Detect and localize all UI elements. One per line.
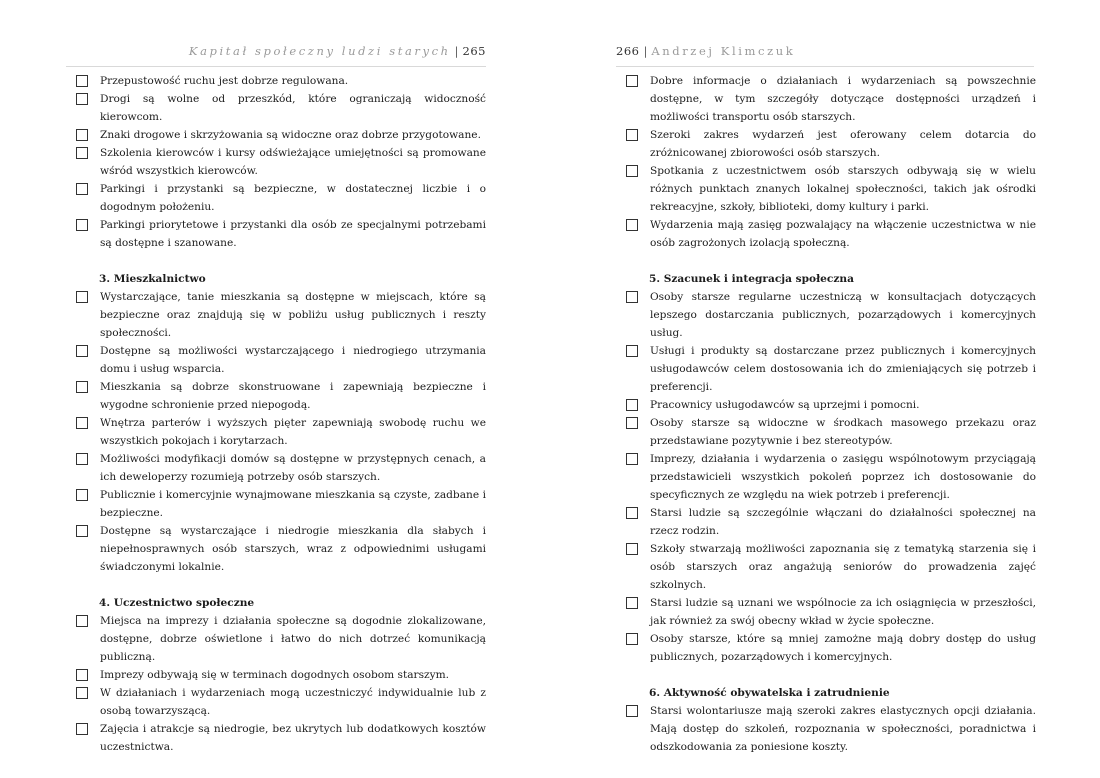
checklist-item-text: Usługi i produkty są dostarczane przez publicznych i komercyjnych usługodawców celem dostosowania ich do zmieniających się potrzeb i preferencji. — [650, 345, 1036, 393]
checklist-item-text: Imprezy, działania i wydarzenia o zasięgu wspólnotowym przyciągają przedstawicieli wszystkich pokoleń poprzez ich dostosowanie do specyficznych ze względu na wiek potrzeb i preferencji. — [650, 453, 1036, 501]
header-separator: | — [643, 44, 648, 58]
right-running-header — [616, 44, 1034, 67]
checklist-item — [626, 594, 1036, 630]
left-running-header — [66, 44, 486, 67]
checklist-item — [76, 342, 486, 378]
checklist-item-text: W działaniach i wydarzeniach mogą uczestniczyć indywidualnie lub z osobą towarzyszącą. — [100, 687, 486, 717]
author-name: Andrzej Klimczuk — [651, 44, 796, 58]
checklist-item-text: Możliwości modyfikacji domów są dostępne w przystępnych cenach, a ich deweloperzy rozumieją potrzeby osób starszych. — [100, 453, 486, 483]
checklist-item-text: Spotkania z uczestnictwem osób starszych odbywają się w wielu różnych punktach znanych lokalnej społeczności, takich jak ośrodki rekreacyjne, szkoły, biblioteki, domy kultury i parki. — [650, 165, 1036, 213]
checklist-item-text: Znaki drogowe i skrzyżowania są widoczne oraz dobrze przygotowane. — [100, 129, 481, 141]
checkbox[interactable] — [626, 453, 638, 465]
checkbox[interactable] — [76, 345, 88, 357]
checkbox[interactable] — [76, 93, 88, 105]
checkbox[interactable] — [626, 291, 638, 303]
checkbox[interactable] — [76, 525, 88, 537]
checkbox[interactable] — [76, 669, 88, 681]
checkbox[interactable] — [626, 543, 638, 555]
checklist-item — [76, 486, 486, 522]
checklist-item-text: Przepustowość ruchu jest dobrze regulowana. — [100, 75, 349, 87]
checklist-item-text: Osoby starsze są widoczne w środkach masowego przekazu oraz przedstawiane pozytywnie i bez stereotypów. — [650, 417, 1036, 447]
checklist-item — [626, 396, 1036, 414]
checklist-item-text: Wnętrza parterów i wyższych pięter zapewniają swobodę ruchu we wszystkich pokojach i korytarzach. — [100, 417, 486, 447]
checklist-item — [626, 72, 1036, 126]
checklist-item — [626, 504, 1036, 540]
checkbox[interactable] — [76, 291, 88, 303]
checkbox[interactable] — [626, 219, 638, 231]
checkbox[interactable] — [626, 345, 638, 357]
right-checklist — [626, 72, 1036, 756]
checklist-item-text: Szeroki zakres wydarzeń jest oferowany celem dotarcia do zróżnicowanej zbiorowości osób starszych. — [650, 129, 1036, 159]
checklist-item — [76, 72, 486, 90]
checklist-item — [76, 720, 486, 756]
checklist-item-text: Dostępne są wystarczające i niedrogie mieszkania dla słabych i niepełnosprawnych osób starszych, wraz z odpowiednimi usługami świadczonymi lokalnie. — [100, 525, 486, 573]
checklist-item-text: Miejsca na imprezy i działania społeczne są dogodnie zlokalizowane, dostępne, dobrze oświetlone i łatwo do nich dotrzeć komunikacją publiczną. — [100, 615, 486, 663]
checklist-item — [626, 630, 1036, 666]
checkbox[interactable] — [76, 417, 88, 429]
checklist-item-text: Dostępne są możliwości wystarczającego i niedrogiego utrzymania domu i usług wsparcia. — [100, 345, 486, 375]
checkbox[interactable] — [626, 507, 638, 519]
checklist-item-text: Mieszkania są dobrze skonstruowane i zapewniają bezpieczne i wygodne schronienie przed niepogodą. — [100, 381, 486, 411]
checklist-item-text: Parkingi priorytetowe i przystanki dla osób ze specjalnymi potrzebami są dostępne i szanowane. — [100, 219, 486, 249]
checklist-item — [626, 126, 1036, 162]
right-page — [550, 0, 1100, 778]
checklist-item-text: Imprezy odbywają się w terminach dogodnych osobom starszym. — [100, 669, 450, 681]
checklist-item — [626, 414, 1036, 450]
checklist-item-text: Starsi wolontariusze mają szeroki zakres elastycznych opcji działania. Mają dostęp do szkoleń, rozpoznania w społeczności, poradnictwa i odszkodowania za poniesione koszty. — [650, 705, 1036, 753]
right-page-number: 266 — [616, 44, 640, 58]
checklist-item — [626, 450, 1036, 504]
checkbox[interactable] — [76, 687, 88, 699]
checklist-item-text: Wydarzenia mają zasięg pozwalający na włączenie uczestnictwa w nie osób zagrożonych izolacją społeczną. — [650, 219, 1036, 249]
checkbox[interactable] — [76, 75, 88, 87]
checklist-item — [76, 666, 486, 684]
checklist-item — [76, 144, 486, 180]
book-title: Kapitał społeczny ludzi starych — [188, 44, 451, 58]
section-heading: 6. Aktywność obywatelska i zatrudnienie — [649, 687, 890, 699]
checklist-item — [76, 414, 486, 450]
left-checklist — [76, 72, 486, 756]
checklist-item — [76, 450, 486, 486]
checklist-item-text: Drogi są wolne od przeszkód, które ograniczają widoczność kierowcom. — [100, 93, 486, 123]
checkbox[interactable] — [76, 147, 88, 159]
checklist-item — [76, 684, 486, 720]
checklist-item-text: Starsi ludzie są szczególnie włączani do działalności społecznej na rzecz rodzin. — [650, 507, 1036, 537]
checklist-item — [626, 540, 1036, 594]
checklist-item-text: Parkingi i przystanki są bezpieczne, w dostatecznej liczbie i o dogodnym położeniu. — [100, 183, 486, 213]
checklist-item-text: Szkolenia kierowców i kursy odświeżające umiejętności są promowane wśród wszystkich kierowców. — [100, 147, 486, 177]
checklist-item — [76, 216, 486, 252]
section-heading: 3. Mieszkalnictwo — [99, 273, 206, 285]
checklist-item-text: Starsi ludzie są uznani we wspólnocie za ich osiągnięcia w przeszłości, jak również za swój obecny wkład w życie społeczne. — [650, 597, 1036, 627]
section-heading: 4. Uczestnictwo społeczne — [99, 597, 255, 609]
checklist-item-text: Wystarczające, tanie mieszkania są dostępne w miejscach, które są bezpieczne oraz znajdują się w pobliżu usług publicznych i reszty społeczności. — [100, 291, 486, 339]
checklist-item — [76, 288, 486, 342]
checkbox[interactable] — [626, 417, 638, 429]
checklist-item — [76, 378, 486, 414]
checklist-item-text: Zajęcia i atrakcje są niedrogie, bez ukrytych lub dodatkowych kosztów uczestnictwa. — [100, 723, 486, 753]
checkbox[interactable] — [626, 75, 638, 87]
checkbox[interactable] — [76, 129, 88, 141]
checkbox[interactable] — [76, 219, 88, 231]
checkbox[interactable] — [626, 399, 638, 411]
checkbox[interactable] — [76, 453, 88, 465]
checkbox[interactable] — [626, 597, 638, 609]
left-page-number: 265 — [462, 44, 486, 58]
checklist-item-text: Osoby starsze, które są mniej zamożne mają dobry dostęp do usług publicznych, pozarządowych i komercyjnych. — [650, 633, 1036, 663]
checklist-item-text: Publicznie i komercyjnie wynajmowane mieszkania są czyste, zadbane i bezpieczne. — [100, 489, 486, 519]
checklist-item — [626, 288, 1036, 342]
checklist-item-text: Dobre informacje o działaniach i wydarzeniach są powszechnie dostępne, w tym szczegóły dotyczące dostępności urządzeń i możliwości transportu osób starszych. — [650, 75, 1036, 123]
checkbox[interactable] — [626, 129, 638, 141]
checklist-item-text: Osoby starsze regularne uczestniczą w konsultacjach dotyczących lepszego dostarczania publicznych, pozarządowych i komercyjnych usług. — [650, 291, 1036, 339]
checkbox[interactable] — [76, 381, 88, 393]
checkbox[interactable] — [76, 489, 88, 501]
checklist-item — [76, 90, 486, 126]
checkbox[interactable] — [76, 183, 88, 195]
header-separator: | — [454, 44, 459, 58]
checklist-item-text: Szkoły stwarzają możliwości zapoznania się z tematyką starzenia się i osób starszych oraz angażują seniorów do prowadzenia zajęć szkolnych. — [650, 543, 1036, 591]
checklist-item — [626, 702, 1036, 756]
checklist-item-text: Pracownicy usługodawców są uprzejmi i pomocni. — [650, 399, 920, 411]
checklist-item — [76, 126, 486, 144]
checklist-item — [626, 342, 1036, 396]
checklist-item — [626, 162, 1036, 216]
section-heading: 5. Szacunek i integracja społeczna — [649, 273, 854, 285]
checkbox[interactable] — [626, 165, 638, 177]
checklist-item — [76, 522, 486, 576]
checklist-item — [626, 216, 1036, 252]
checkbox[interactable] — [626, 633, 638, 645]
checkbox[interactable] — [76, 723, 88, 735]
checklist-item — [76, 612, 486, 666]
checkbox[interactable] — [626, 705, 638, 717]
checklist-item — [76, 180, 486, 216]
checkbox[interactable] — [76, 615, 88, 627]
